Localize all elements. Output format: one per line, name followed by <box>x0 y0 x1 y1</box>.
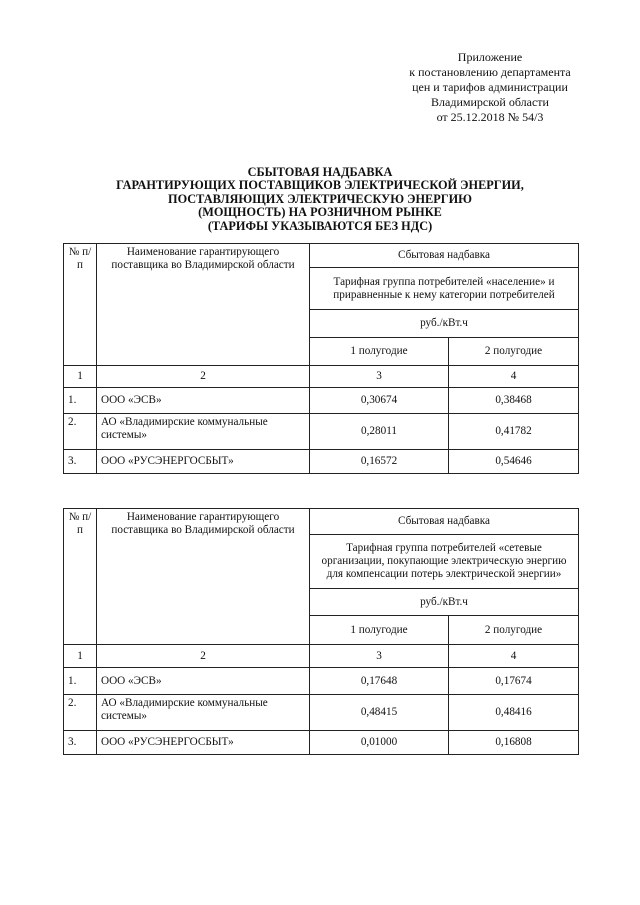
header-number: № п/п <box>64 244 97 366</box>
value-half-2: 0,38468 <box>449 388 579 414</box>
table-row <box>64 414 579 450</box>
header-half-2: 2 полугодие <box>449 616 579 645</box>
table-row <box>64 731 579 755</box>
index-cell: 2 <box>97 645 310 668</box>
title-line: ГАРАНТИРУЮЩИХ ПОСТАВЩИКОВ ЭЛЕКТРИЧЕСКОЙ ЭНЕРГИИ, <box>116 178 524 193</box>
header-consumer-group: Тарифная группа потребителей «население» и приравненные к нему категории потребителей <box>310 268 579 310</box>
row-number: 1. <box>64 668 97 695</box>
value-half-2: 0,48416 <box>449 695 579 731</box>
title-line: (МОЩНОСТЬ) НА РОЗНИЧНОМ РЫНКЕ <box>198 205 442 220</box>
title-line: ПОСТАВЛЯЮЩИХ ЭЛЕКТРИЧЕСКУЮ ЭНЕРГИЮ <box>168 191 472 206</box>
header-unit: руб./кВт.ч <box>310 589 579 616</box>
value-half-2: 0,17674 <box>449 668 579 695</box>
tariff-table-grid-organizations <box>63 508 579 755</box>
supplier-name: ООО «РУСЭНЕРГОСБЫТ» <box>97 450 310 474</box>
row-number: 3. <box>64 731 97 755</box>
supplier-name: АО «Владимирские коммунальные системы» <box>97 695 310 731</box>
row-number: 2. <box>64 695 97 731</box>
header-unit: руб./кВт.ч <box>310 310 579 338</box>
value-half-1: 0,48415 <box>310 695 449 731</box>
appendix-line: цен и тарифов администрации <box>412 80 568 94</box>
value-half-1: 0,01000 <box>310 731 449 755</box>
supplier-name: ООО «ЭСВ» <box>97 668 310 695</box>
tariff-table-population <box>63 243 579 474</box>
value-half-1: 0,16572 <box>310 450 449 474</box>
value-half-1: 0,28011 <box>310 414 449 450</box>
appendix-line: к постановлению департамента <box>409 65 571 79</box>
header-number: № п/п <box>64 509 97 645</box>
value-half-1: 0,17648 <box>310 668 449 695</box>
document-title <box>100 166 540 233</box>
supplier-name: ООО «ЭСВ» <box>97 388 310 414</box>
row-number: 1. <box>64 388 97 414</box>
header-markup: Сбытовая надбавка <box>310 509 579 535</box>
appendix-line: Приложение <box>457 50 523 64</box>
index-cell: 4 <box>449 366 579 388</box>
title-line: (ТАРИФЫ УКАЗЫВАЮТСЯ БЕЗ НДС) <box>207 218 433 233</box>
header-markup: Сбытовая надбавка <box>310 244 579 268</box>
header-half-1: 1 полугодие <box>310 338 449 366</box>
appendix-line: от 25.12.2018 № 54/3 <box>436 110 544 124</box>
row-number: 2. <box>64 414 97 450</box>
index-cell: 1 <box>64 645 97 668</box>
index-cell: 1 <box>64 366 97 388</box>
table-row <box>64 695 579 731</box>
table-row <box>64 388 579 414</box>
value-half-2: 0,54646 <box>449 450 579 474</box>
index-cell: 4 <box>449 645 579 668</box>
header-supplier-name: Наименование гарантирующего поставщика во Владимирской области <box>97 244 310 366</box>
appendix-header <box>380 50 600 125</box>
header-consumer-group: Тарифная группа потребителей «сетевые организации, покупающие электрическую энергию для компенсации потерь электрической энергии» <box>310 535 579 589</box>
header-half-1: 1 полугодие <box>310 616 449 645</box>
value-half-1: 0,30674 <box>310 388 449 414</box>
index-cell: 3 <box>310 645 449 668</box>
title-line: СБЫТОВАЯ НАДБАВКА <box>247 165 393 179</box>
value-half-2: 0,16808 <box>449 731 579 755</box>
table-row <box>64 668 579 695</box>
index-cell: 2 <box>97 366 310 388</box>
appendix-line: Владимирской области <box>431 95 549 109</box>
table-row <box>64 450 579 474</box>
header-supplier-name: Наименование гарантирующего поставщика во Владимирской области <box>97 509 310 645</box>
supplier-name: ООО «РУСЭНЕРГОСБЫТ» <box>97 731 310 755</box>
row-number: 3. <box>64 450 97 474</box>
supplier-name: АО «Владимирские коммунальные системы» <box>97 414 310 450</box>
header-half-2: 2 полугодие <box>449 338 579 366</box>
index-cell: 3 <box>310 366 449 388</box>
value-half-2: 0,41782 <box>449 414 579 450</box>
